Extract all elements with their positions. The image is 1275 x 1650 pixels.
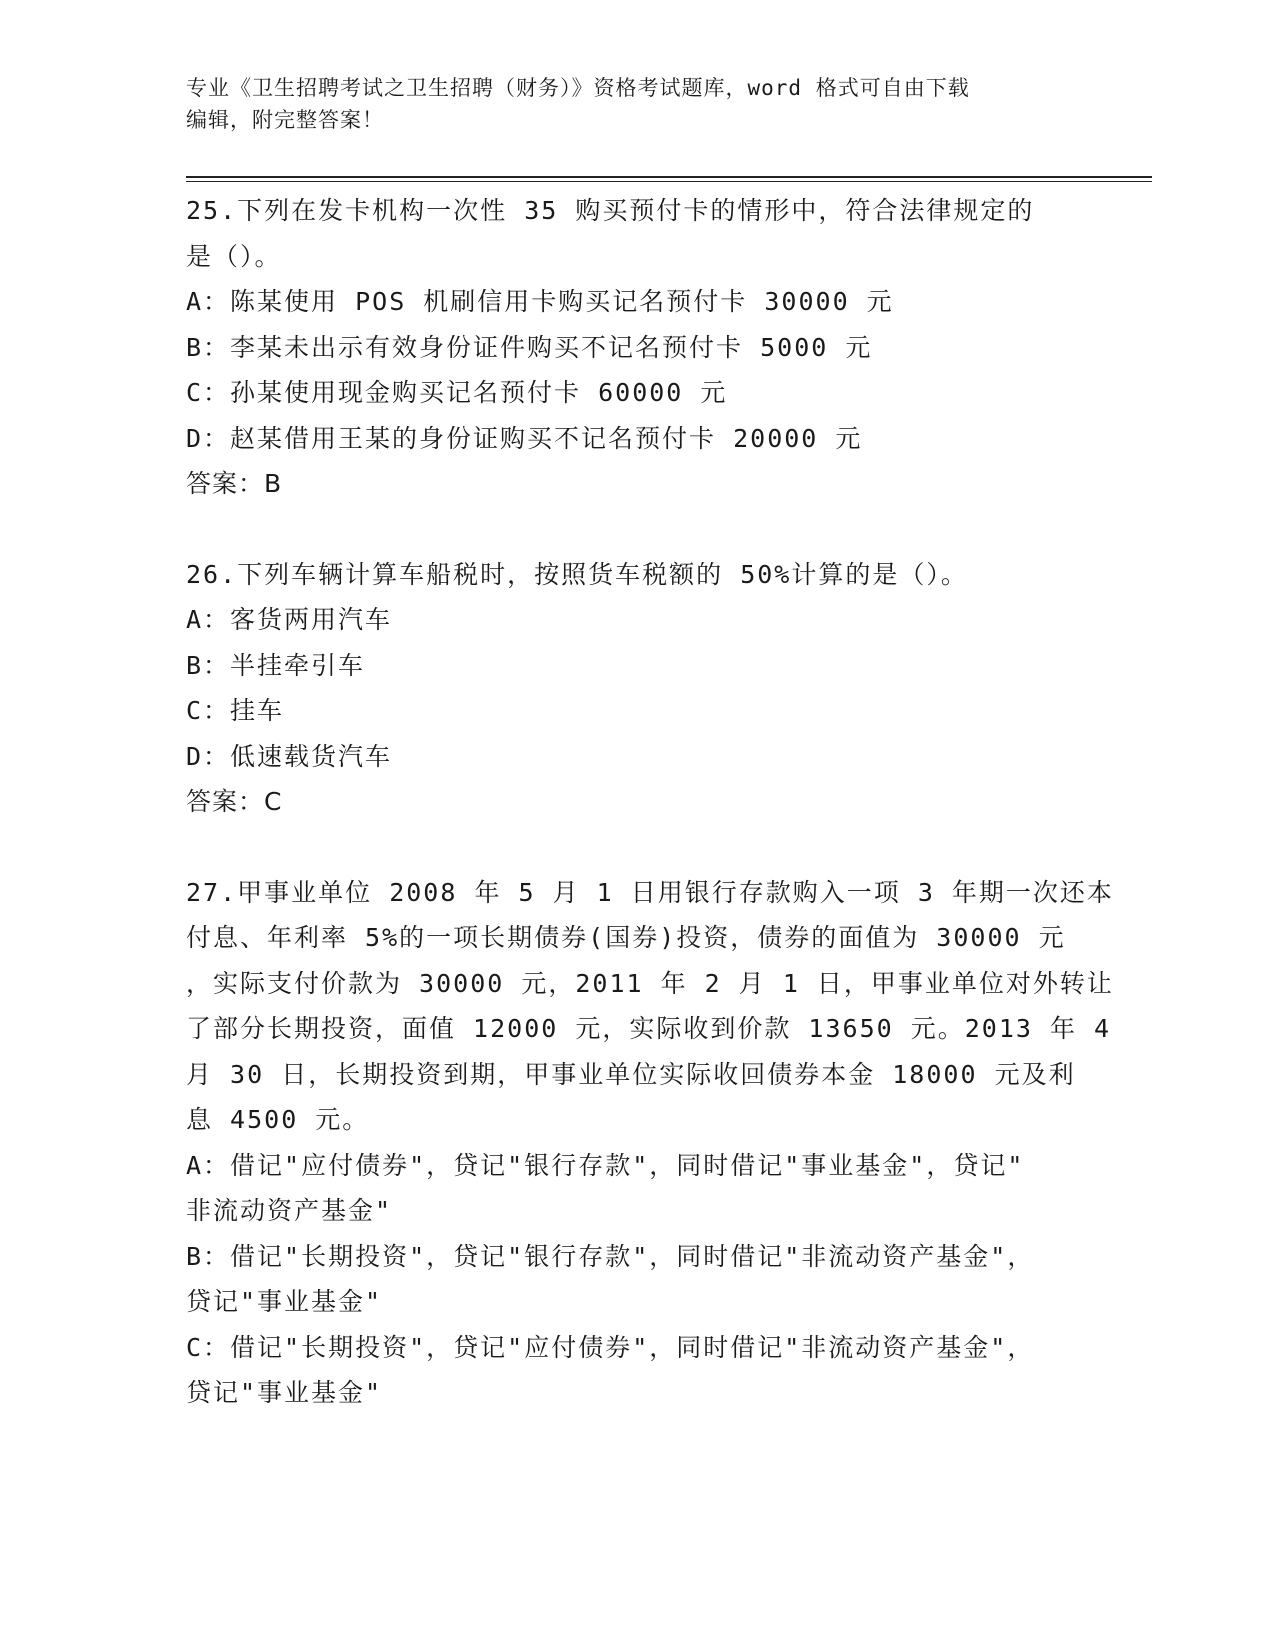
question-text-line: 25.下列在发卡机构一次性 35 购买预付卡的情形中，符合法律规定的 xyxy=(186,196,1035,225)
option-c-continued: 贷记"事业基金" xyxy=(186,1378,383,1407)
option-b: B：借记"长期投资"，贷记"银行存款"，同时借记"非流动资产基金"， xyxy=(186,1241,1035,1271)
option-a: A：借记"应付债券"，贷记"银行存款"，同时借记"事业基金"，贷记" xyxy=(186,1150,1025,1180)
question-text-line: 27.甲事业单位 2008 年 5 月 1 日用银行存款购入一项 3 年期一次还本 xyxy=(186,877,1114,907)
option-b: B：李某未出示有效身份证件购买不记名预付卡 5000 元 xyxy=(186,332,873,362)
option-a: A：陈某使用 POS 机刷信用卡购买记名预付卡 30000 元 xyxy=(186,287,894,316)
question-text-line: 了部分长期投资，面值 12000 元，实际收到价款 13650 元。2013 年 4 xyxy=(186,1014,1112,1043)
option-a-continued: 非流动资产基金" xyxy=(186,1196,393,1225)
option-c: C：借记"长期投资"，贷记"应付债券"，同时借记"非流动资产基金"， xyxy=(186,1332,1035,1362)
document-header: 专业《卫生招聘考试之卫生招聘（财务）》资格考试题库，word 格式可自由下载 编辑，附完整答案！ xyxy=(186,76,970,132)
answer-label: 答案：B xyxy=(186,469,283,498)
question-text-line: 月 30 日，长期投资到期，甲事业单位实际收回债券本金 18000 元及利 xyxy=(186,1059,1076,1089)
option-c: C：挂车 xyxy=(186,696,285,725)
option-d: D：低速载货汽车 xyxy=(186,741,393,771)
question-26 xyxy=(186,552,1086,825)
option-b: B：半挂牵引车 xyxy=(186,650,366,680)
question-list xyxy=(186,188,1114,1416)
question-27 xyxy=(186,870,1114,1416)
option-a: A：客货两用汽车 xyxy=(186,605,393,634)
question-text-line: ，实际支付价款为 30000 元，2011 年 2 月 1 日，甲事业单位对外转让 xyxy=(186,968,1114,998)
question-text-line: 付息、年利率 5%的一项长期债券(国券)投资，债券的面值为 30000 元 xyxy=(186,923,1066,952)
option-c: C：孙某使用现金购买记名预付卡 60000 元 xyxy=(186,378,728,407)
question-text-line: 26.下列车辆计算车船税时，按照货车税额的 50%计算的是（）。 xyxy=(186,559,968,589)
answer-label: 答案：C xyxy=(186,787,283,816)
header-rule-thin xyxy=(186,181,1152,182)
option-d: D：赵某借用王某的身份证购买不记名预付卡 20000 元 xyxy=(186,423,863,453)
option-b-continued: 贷记"事业基金" xyxy=(186,1287,383,1316)
question-text-line: 息 4500 元。 xyxy=(186,1105,370,1134)
header-rule-thick xyxy=(186,176,1152,178)
question-text-line: 是（）。 xyxy=(186,241,282,271)
question-25 xyxy=(186,188,1086,507)
